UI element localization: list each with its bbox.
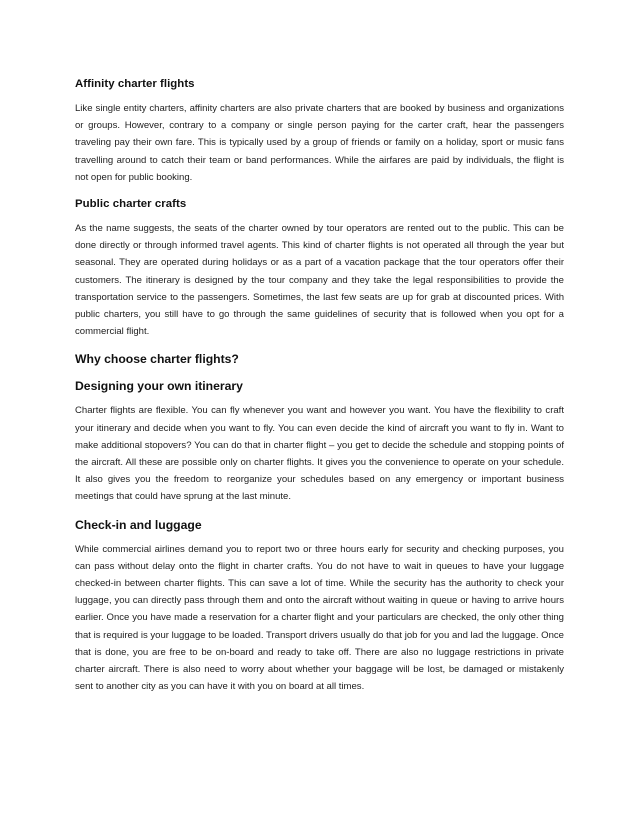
section-heading-why-choose-charter-flights: Why choose charter flights?: [75, 352, 239, 367]
document-body: [75, 70, 564, 695]
section-heading-designing-itinerary: Designing your own itinerary: [75, 379, 243, 394]
paragraph-public-charter-crafts: As the name suggests, the seats of the charter owned by tour operators are rented out to the public. This can be done directly or through informed travel agents. This kind of charter flights is not operated all through the year but seasonal. They are operated during holidays or as a part of a vacation package that the tour operators offer their customers. The itinerary is designed by the tour company and they take the legal responsibilities to provide the transportation service to the passengers. Sometimes, the last few seats are up for grab at discounted prices. With public charters, you still have to go through the same guidelines of security that is followed when you opt for a commercial flight.: [75, 223, 564, 338]
section-heading-affinity-charter-flights: Affinity charter flights: [75, 78, 195, 90]
section-heading-public-charter-crafts: Public charter crafts: [75, 198, 187, 211]
paragraph-affinity-charter-flights: Like single entity charters, affinity charters are also private charters that are booked by business and organizations or groups. However, contrary to a company or single person paying for the carter craft, hear the passengers traveling pay their own fare. This is typically used by a group of friends or family on a holiday, sport or music fans travelling around to catch their team or band performances. While the airfares are paid by individuals, the flight is not open for public booking.: [75, 103, 564, 183]
paragraph-check-in-and-luggage: While commercial airlines demand you to report two or three hours early for security and checking purposes, you can pass without delay onto the flight in charter crafts. You do not have to wait in queues to have your luggage checked-in between charter flights. This can save a lot of time. While the security has the authority to check your luggage, you can directly pass through them and onto the aircraft without waiting in queue or having to arrive hours earlier. Once you have made a reservation for a charter flight and your particulars are checked, the only other thing that is required is your luggage to be loaded. Transport drivers usually do that job for you and lad the luggage. Once that is done, you are free to be on-board and ready to take off. There are also no luggage restrictions in private charter aircraft. There is also need to worry about whether your baggage will be lost, be damaged or mistakenly sent to another city as you can have it with you on board at all times.: [75, 543, 564, 693]
section-heading-check-in-and-luggage: Check-in and luggage: [75, 517, 202, 532]
paragraph-designing-itinerary: Charter flights are flexible. You can fly whenever you want and however you want. You have the flexibility to craft your itinerary and decide when you want to fly. You can even decide the kind of aircraft you want to fly in. Want to make additional stopovers? You can do that in charter flight – you get to decide the schedule and stopping points of the aircraft. All these are possible only on charter flights. It gives you the convenience to operate on your schedule. It also gives you the freedom to reorganize your schedules based on any emergency or important business meetings that could have sprung at the last minute.: [75, 405, 564, 503]
